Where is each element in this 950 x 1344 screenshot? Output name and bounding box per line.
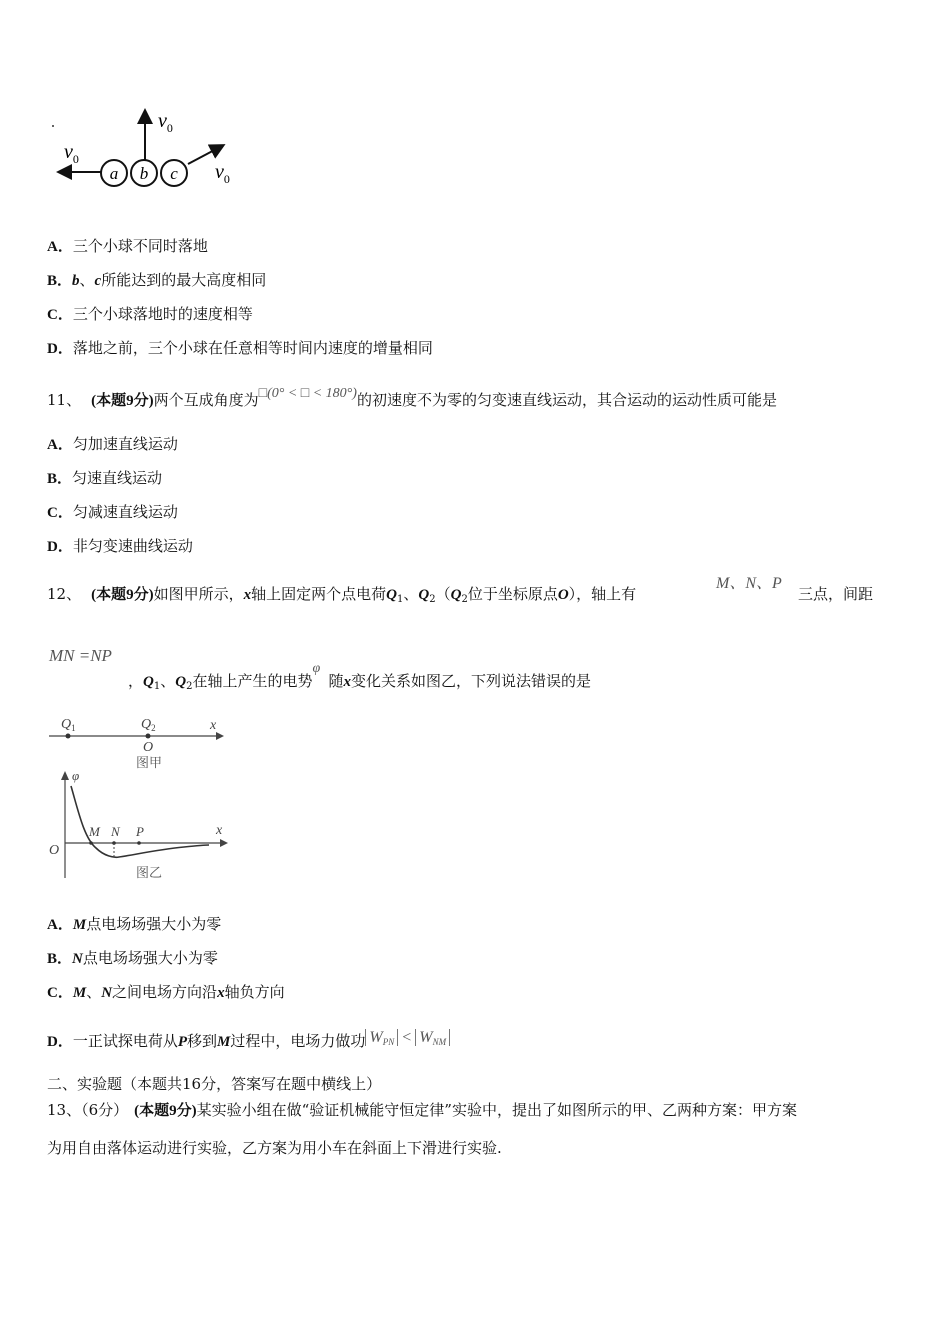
caption-jia: 图甲 [136, 755, 163, 770]
x-label-jia: x [210, 718, 217, 733]
figure-yi [44, 766, 244, 884]
q12-option-b: B．N点电场场强大小为零 [47, 949, 218, 967]
origin-label-jia: O [143, 740, 154, 755]
m-label: M [89, 824, 100, 839]
figure-jia [44, 712, 234, 772]
origin-label-yi: O [49, 843, 60, 858]
mn-np-equation: MN =NP [49, 646, 112, 665]
ball-b-label: b [139, 164, 149, 183]
q12-stem-line1-end: 三点，间距 [798, 585, 874, 603]
angle-formula: □(0° < □ < 180°) [258, 386, 357, 401]
charge-q1 [66, 734, 71, 739]
phi-axis-label: φ [72, 768, 80, 783]
x-label-yi: x [216, 823, 223, 838]
q11-option-d: D．非匀变速曲线运动 [47, 537, 193, 555]
point-p [137, 841, 141, 845]
q11-stem: 11、 (本题9分)两个互成角度为□(0° < □ < 180°)的初速度不为零的匀变速直线运动，其合运动的运动性质可能是 [47, 386, 777, 409]
balls-velocity-figure [40, 100, 250, 195]
work-inequality: $W_{PN} < W_{NM}$ [365, 1028, 450, 1052]
v0-right-label: $v_0$ [215, 161, 230, 186]
q11-option-a: A．匀加速直线运动 [47, 435, 178, 453]
q2-label: $Q_2$ [141, 717, 156, 733]
n-label: N [111, 824, 120, 839]
q10-option-c: C．三个小球落地时的速度相等 [47, 305, 253, 323]
q12-option-d: D．一正试探电荷从P移到M过程中，电场力做功 $W_{PN} < W_{NM}$ [47, 1028, 450, 1052]
potential-curve [71, 786, 209, 857]
q12-stem-line1: 12、 (本题9分)如图甲所示，x轴上固定两个点电荷$Q_1$、$Q_2(Q_2$位于坐标原点O），轴上有 [47, 585, 637, 605]
phi-symbol: φ [312, 661, 321, 676]
q13-stem-line2: 为用自由落体运动进行实验，乙方案为用小车在斜面上下滑进行实验. [47, 1139, 502, 1157]
v0-up-label: $v_0$ [158, 110, 173, 135]
section-2-title: 二、实验题（本题共16分，答案写在题中横线上） [47, 1075, 382, 1093]
point-m [89, 841, 93, 845]
q13-stem-line1: 13、（6分） (本题9分)某实验小组在做“验证机械能守恒定律”实验中，提出了如图所示的甲、乙两种方案：甲方案 [47, 1101, 797, 1119]
charge-q2 [146, 734, 151, 739]
mnp-points: M、N、P [716, 575, 782, 592]
p-label: P [136, 824, 144, 839]
q1-label: $Q_1$ [61, 717, 76, 733]
ball-a-label: a [109, 164, 119, 183]
caption-yi: 图乙 [136, 865, 163, 880]
q12-stem-line2: ，$Q_1$、$Q_2$在轴上产生的电势φ随x变化关系如图乙，下列说法错误的是 [128, 661, 592, 692]
q11-option-c: C．匀减速直线运动 [47, 503, 178, 521]
ball-c-label: c [170, 164, 178, 183]
q11-option-b: B．匀速直线运动 [47, 469, 163, 487]
q10-option-b: B．b、c所能达到的最大高度相同 [47, 271, 267, 289]
v0-left-label: $v_0$ [64, 141, 79, 166]
q12-option-a: A．M点电场场强大小为零 [47, 915, 222, 933]
q10-option-a: A．三个小球不同时落地 [47, 237, 208, 255]
q12-option-c: C．M、N之间电场方向沿x轴负方向 [47, 983, 285, 1001]
q10-option-d: D．落地之前，三个小球在任意相等时间内速度的增量相同 [47, 339, 433, 357]
